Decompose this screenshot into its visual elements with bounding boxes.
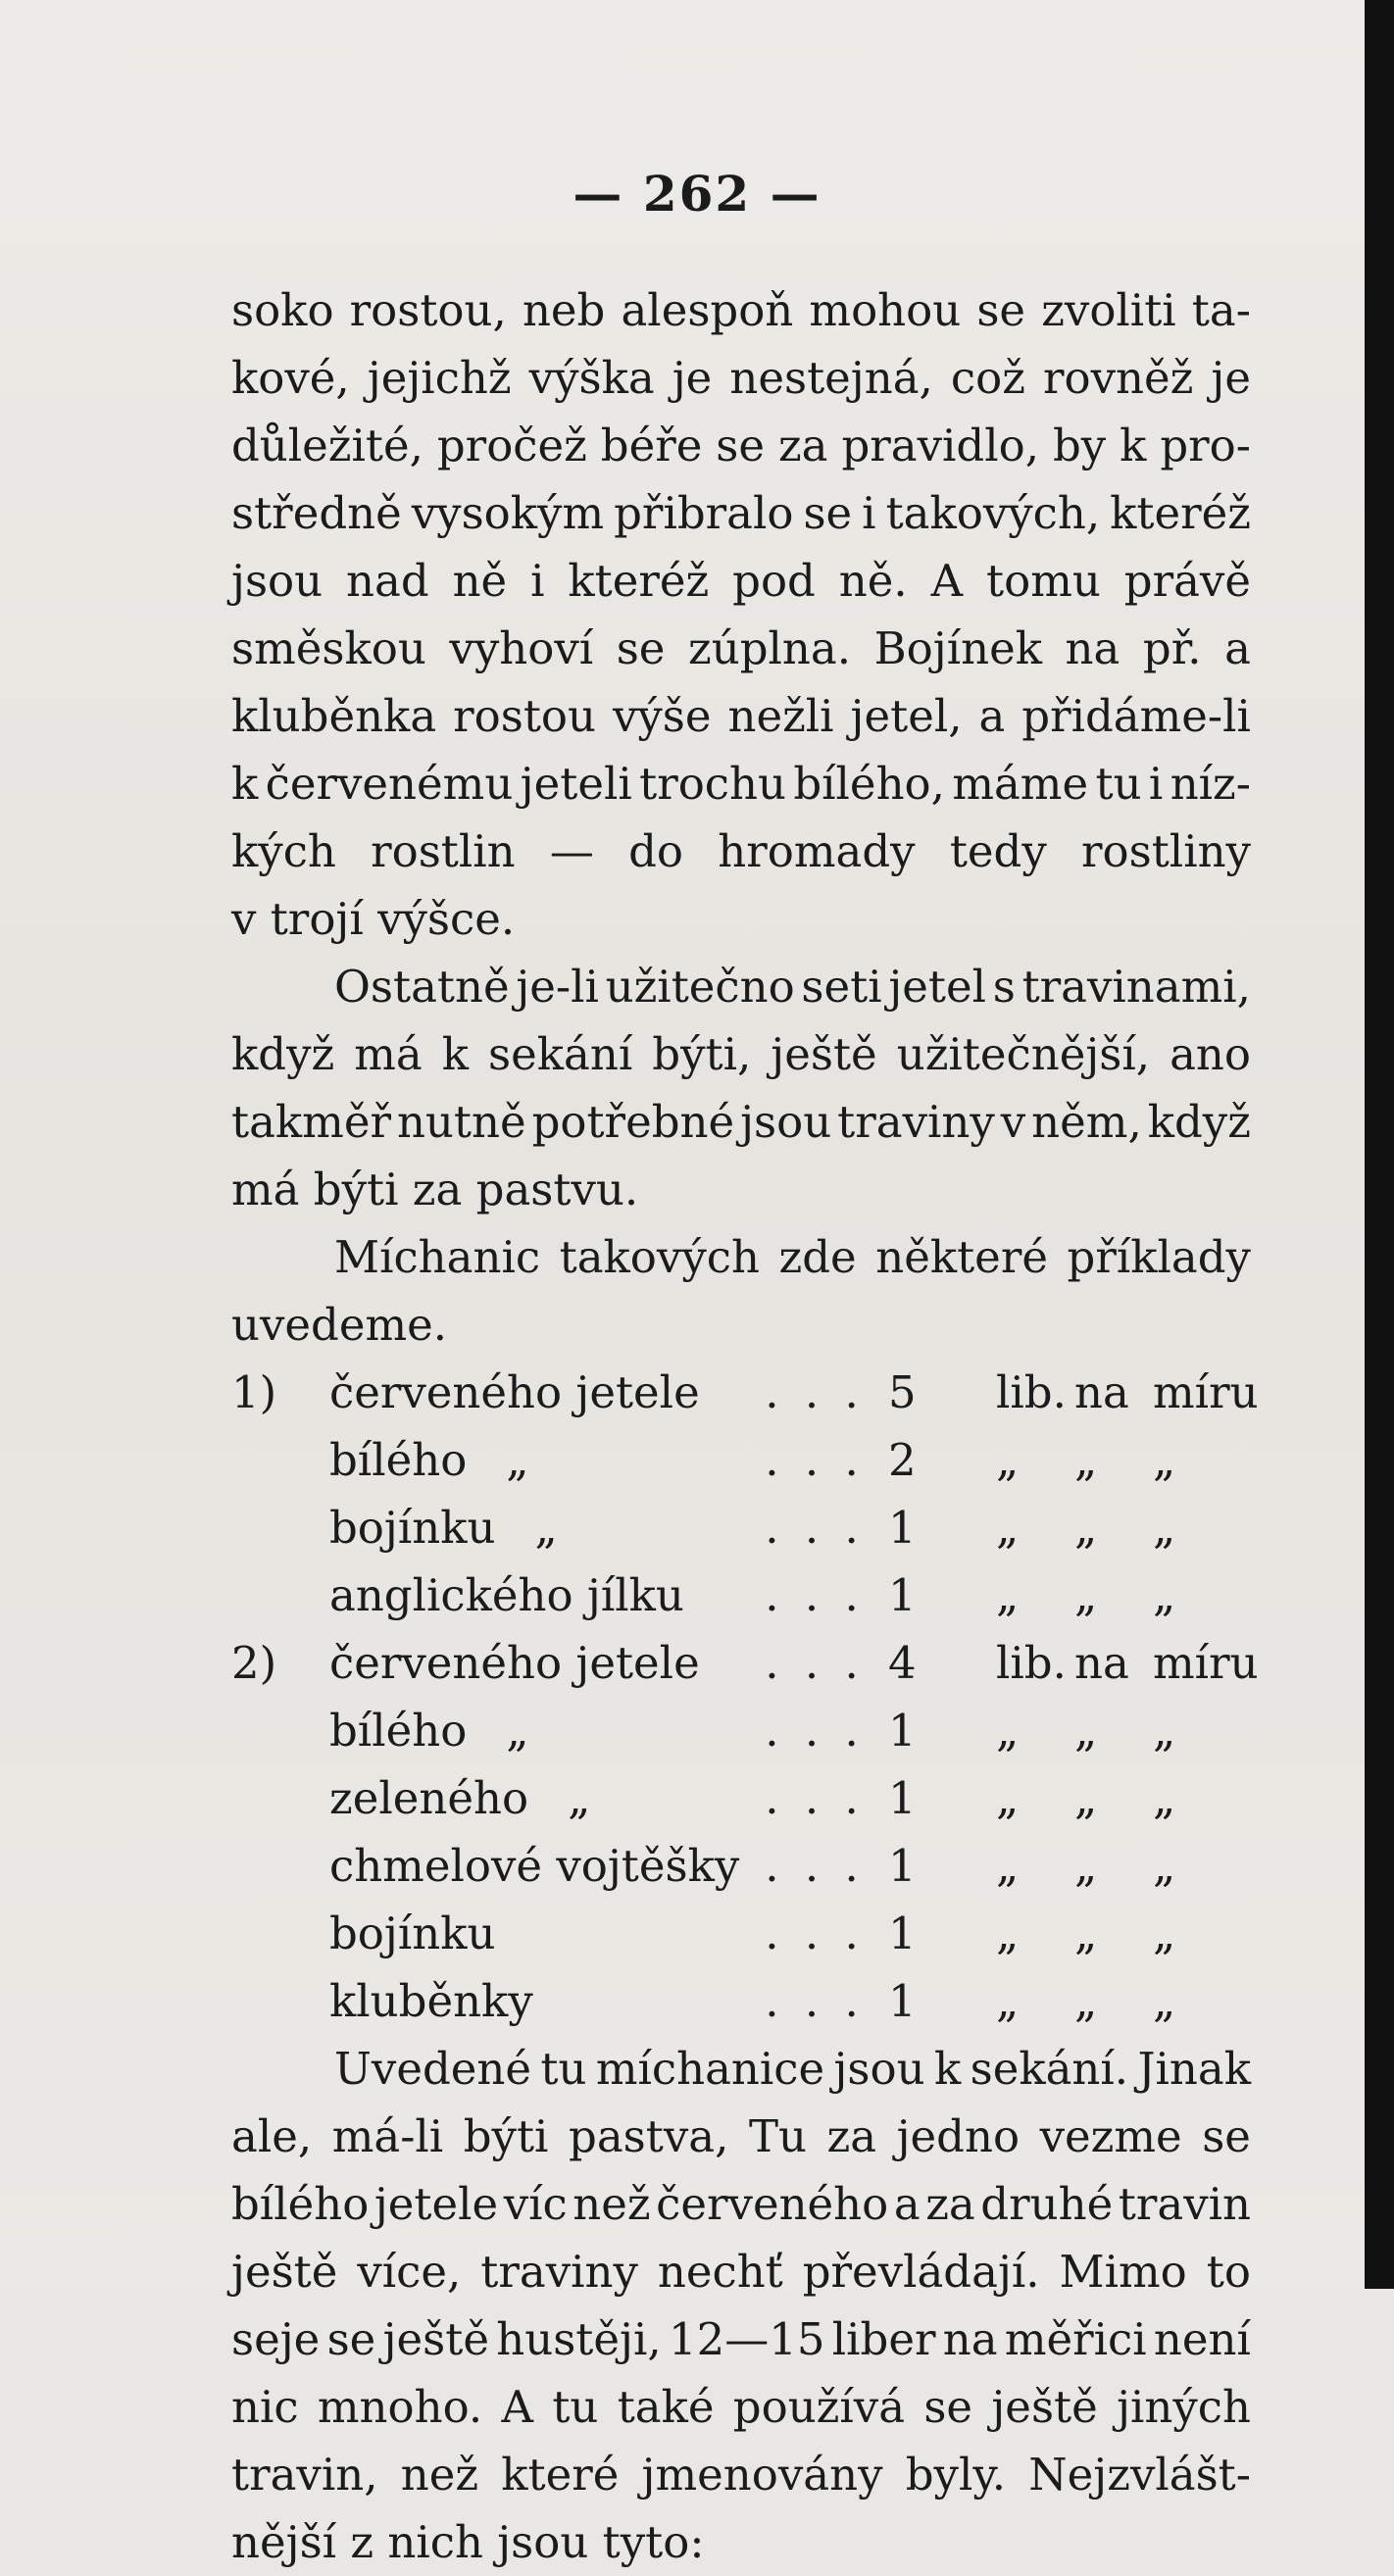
recipe-unit: „ bbox=[1074, 1434, 1098, 1486]
word: býti, bbox=[652, 1028, 752, 1080]
recipe-row bbox=[231, 1967, 1251, 2035]
page-number: — 262 — bbox=[573, 165, 821, 223]
word: nežli bbox=[727, 690, 834, 742]
text-line-last bbox=[231, 1291, 1251, 1359]
text-line bbox=[231, 817, 1251, 885]
recipe-amount: 1 bbox=[888, 1502, 917, 1554]
recipe-unit: „ bbox=[1074, 1705, 1098, 1757]
recipe-ditto: „ bbox=[534, 1502, 558, 1554]
recipe-unit: na bbox=[1074, 1637, 1129, 1689]
word: vysokým bbox=[411, 487, 605, 539]
word: takových bbox=[559, 1231, 760, 1283]
word: bílého bbox=[231, 2178, 370, 2230]
word: ještě bbox=[382, 2313, 489, 2365]
recipe-name bbox=[329, 1764, 741, 1832]
word: rostliny bbox=[1081, 825, 1251, 877]
text-line bbox=[231, 750, 1251, 817]
word: výška bbox=[528, 352, 655, 404]
word: takměř bbox=[231, 1096, 391, 1148]
word: alespoň bbox=[621, 284, 794, 336]
recipe-unit: „ bbox=[996, 1907, 1020, 1959]
word: i bbox=[530, 555, 545, 607]
recipe-unit: „ bbox=[1153, 1569, 1176, 1621]
recipe-unit: „ bbox=[1153, 1840, 1176, 1892]
word: přibralo bbox=[614, 487, 794, 539]
recipe-name-text: chmelové vojtěšky bbox=[329, 1840, 740, 1892]
word: k bbox=[231, 758, 259, 810]
text-line-content: v trojí výšce. bbox=[231, 893, 516, 945]
word: se bbox=[616, 622, 666, 674]
recipe-row bbox=[231, 1629, 1259, 1697]
word: jedno bbox=[896, 2110, 1021, 2162]
recipe-name-text: červeného jetele bbox=[329, 1637, 700, 1689]
recipe-name bbox=[329, 1359, 741, 1426]
recipe-dots: . . . bbox=[765, 1907, 865, 1959]
word: když bbox=[231, 1028, 335, 1080]
recipe-number bbox=[231, 1494, 329, 1561]
word: se bbox=[803, 487, 853, 539]
word: kové, bbox=[231, 352, 350, 404]
recipe-unit: „ bbox=[1074, 1907, 1098, 1959]
recipe-amount: 2 bbox=[888, 1434, 917, 1486]
word: má-li bbox=[331, 2110, 444, 2162]
word: Jinak bbox=[1137, 2043, 1251, 2095]
word: jetel, bbox=[850, 690, 963, 742]
word: Míchanic bbox=[334, 1231, 541, 1283]
recipe-ditto: „ bbox=[506, 1705, 529, 1757]
word: pravidlo, bbox=[841, 420, 1040, 471]
word: se bbox=[716, 420, 766, 471]
word: ano bbox=[1170, 1028, 1251, 1080]
word: tu bbox=[1095, 758, 1142, 810]
word: červenému bbox=[265, 758, 514, 810]
recipe-ditto: „ bbox=[506, 1434, 529, 1486]
text-line bbox=[231, 1088, 1251, 1156]
word: jsou bbox=[231, 555, 324, 607]
word: A bbox=[501, 2381, 534, 2433]
recipe-name-text: bojínku bbox=[329, 1502, 496, 1554]
word: k bbox=[933, 2043, 962, 2095]
text-line bbox=[231, 2305, 1251, 2373]
recipe-amount: 5 bbox=[888, 1366, 917, 1418]
word: užitečno bbox=[605, 961, 795, 1013]
text-line bbox=[231, 615, 1251, 682]
word: nutně bbox=[396, 1096, 526, 1148]
word: druhé bbox=[980, 2178, 1114, 2230]
text-line-content: má býti za pastvu. bbox=[231, 1164, 639, 1215]
word: než bbox=[400, 2449, 479, 2501]
recipe-unit: „ bbox=[996, 1502, 1020, 1554]
recipe-row bbox=[231, 1900, 1251, 1967]
word: mohou bbox=[809, 284, 962, 336]
recipe-name bbox=[329, 1832, 741, 1900]
recipe-unit: „ bbox=[1153, 1434, 1176, 1486]
word: v bbox=[1000, 1096, 1026, 1148]
text-line bbox=[231, 2441, 1251, 2508]
word: mnoho. bbox=[317, 2381, 483, 2433]
word: když bbox=[1147, 1096, 1251, 1148]
word: pro- bbox=[1160, 420, 1251, 471]
text-line bbox=[231, 479, 1251, 547]
word: jsou bbox=[833, 2043, 925, 2095]
recipe-unit: „ bbox=[1074, 1772, 1098, 1824]
word: to bbox=[1206, 2246, 1251, 2298]
word: potřebné bbox=[531, 1096, 735, 1148]
recipe-row bbox=[231, 1832, 1251, 1900]
word: jetele bbox=[373, 2178, 499, 2230]
word: travin bbox=[1118, 2178, 1251, 2230]
word: s bbox=[992, 961, 1016, 1013]
word: traviny bbox=[837, 1096, 995, 1148]
recipe-name-text: bílého bbox=[329, 1705, 468, 1757]
recipe-amount: 1 bbox=[888, 1772, 917, 1824]
word: některé bbox=[875, 1231, 1048, 1283]
recipe-number bbox=[231, 1832, 329, 1900]
word: na bbox=[1065, 622, 1120, 674]
recipe-name bbox=[329, 1561, 741, 1629]
word: rostou bbox=[453, 690, 596, 742]
recipe-dots: . . . bbox=[765, 1840, 865, 1892]
word: zde bbox=[778, 1231, 857, 1283]
word: jmenovány bbox=[641, 2449, 883, 2501]
word: vezme bbox=[1039, 2110, 1182, 2162]
word: což bbox=[950, 352, 1025, 404]
word: nic bbox=[231, 2381, 299, 2433]
text-line-last bbox=[231, 2508, 1251, 2576]
recipe-row bbox=[231, 1426, 1251, 1494]
word: tu bbox=[540, 2043, 587, 2095]
word: jejichž bbox=[367, 352, 512, 404]
recipe-amount: 1 bbox=[888, 1907, 917, 1959]
recipe-unit: „ bbox=[1153, 1772, 1176, 1824]
word: Nejzvlášt- bbox=[1028, 2449, 1251, 2501]
word: vyhoví bbox=[449, 622, 594, 674]
word: zúplna. bbox=[688, 622, 852, 674]
recipe-amount: 1 bbox=[888, 1705, 917, 1757]
word: kých bbox=[231, 825, 336, 877]
recipe-unit: „ bbox=[996, 1434, 1020, 1486]
word: pod bbox=[732, 555, 816, 607]
word: ně bbox=[452, 555, 508, 607]
recipe-dots: . . . bbox=[765, 1975, 865, 2027]
word: se bbox=[923, 2381, 973, 2433]
text-line bbox=[231, 953, 1251, 1020]
recipe-amount: 1 bbox=[888, 1840, 917, 1892]
word: neb bbox=[522, 284, 606, 336]
word: ta- bbox=[1191, 284, 1251, 336]
word: liber bbox=[831, 2313, 936, 2365]
word: kluběnka bbox=[231, 690, 437, 742]
word: seje bbox=[231, 2313, 321, 2365]
word: Tu bbox=[748, 2110, 807, 2162]
recipe-dots: . . . bbox=[765, 1705, 865, 1757]
recipe-unit: lib. bbox=[996, 1637, 1067, 1689]
text-line bbox=[231, 2238, 1251, 2305]
recipe-row bbox=[231, 1697, 1251, 1764]
word: př. bbox=[1142, 622, 1202, 674]
word: ještě bbox=[771, 1028, 877, 1080]
word: jsou bbox=[740, 1096, 832, 1148]
recipe-amount: 4 bbox=[888, 1637, 917, 1689]
word: Uvedené bbox=[334, 2043, 532, 2095]
word: přidáme-li bbox=[1021, 690, 1251, 742]
recipe-dots: . . . bbox=[765, 1772, 865, 1824]
word: sekání. bbox=[970, 2043, 1129, 2095]
word: převládají. bbox=[802, 2246, 1040, 2298]
word: hromady bbox=[718, 825, 916, 877]
recipe-unit: míru bbox=[1153, 1637, 1259, 1689]
recipe-row bbox=[231, 1561, 1251, 1629]
word: Bojínek bbox=[873, 622, 1042, 674]
word: příklady bbox=[1067, 1231, 1251, 1283]
recipe-row bbox=[231, 1494, 1251, 1561]
word: výše bbox=[612, 690, 712, 742]
word: které bbox=[501, 2449, 620, 2501]
word: a bbox=[893, 2178, 921, 2230]
recipe-name bbox=[329, 1426, 741, 1494]
word: za bbox=[826, 2110, 877, 2162]
recipe-name bbox=[329, 1900, 741, 1967]
word: je-li bbox=[516, 961, 599, 1013]
word: a bbox=[1224, 622, 1251, 674]
word: je bbox=[1211, 352, 1251, 404]
word: víc bbox=[503, 2178, 568, 2230]
text-line bbox=[231, 2170, 1251, 2238]
word: než bbox=[573, 2178, 651, 2230]
word: pročež bbox=[436, 420, 587, 471]
word: více, bbox=[357, 2246, 462, 2298]
recipe-unit: „ bbox=[1074, 1975, 1098, 2027]
recipe-row bbox=[231, 1764, 1251, 1832]
recipe-unit: „ bbox=[1074, 1502, 1098, 1554]
word: kteréž bbox=[568, 555, 710, 607]
recipe-unit: lib. bbox=[996, 1366, 1067, 1418]
word: k bbox=[441, 1028, 470, 1080]
recipe-unit: „ bbox=[996, 1840, 1020, 1892]
word: níz- bbox=[1170, 758, 1251, 810]
text-line bbox=[231, 682, 1251, 750]
word: nad bbox=[346, 555, 429, 607]
word: se bbox=[1202, 2110, 1251, 2162]
recipe-unit: míru bbox=[1153, 1366, 1259, 1418]
word: a bbox=[978, 690, 1006, 742]
word: soko bbox=[231, 284, 334, 336]
body-text bbox=[231, 276, 1259, 2576]
word: takových, bbox=[885, 487, 1101, 539]
recipe-unit: „ bbox=[996, 1705, 1020, 1757]
word: by bbox=[1052, 420, 1107, 471]
text-line-content: nější z nich jsou tyto: bbox=[231, 2516, 705, 2568]
recipe-number bbox=[231, 1764, 329, 1832]
text-line bbox=[231, 547, 1251, 615]
word: není bbox=[1153, 2313, 1251, 2365]
word: ještě bbox=[991, 2381, 1098, 2433]
recipe-unit: „ bbox=[1153, 1975, 1176, 2027]
word: travinami, bbox=[1021, 961, 1251, 1013]
word: Mimo bbox=[1059, 2246, 1187, 2298]
recipe-unit: „ bbox=[1074, 1840, 1098, 1892]
recipe-number bbox=[231, 1967, 329, 2035]
text-line-last bbox=[231, 885, 1251, 953]
page-edge-shadow bbox=[1365, 0, 1394, 2289]
recipe-name-text: červeného jetele bbox=[329, 1366, 700, 1418]
text-line-content: uvedeme. bbox=[231, 1299, 448, 1351]
recipe-row bbox=[231, 1359, 1259, 1426]
word: do bbox=[628, 825, 684, 877]
recipe-unit: „ bbox=[1153, 1705, 1176, 1757]
word: něm, bbox=[1031, 1096, 1142, 1148]
recipe-number bbox=[231, 1900, 329, 1967]
word: pastva, bbox=[569, 2110, 729, 2162]
word: ně. bbox=[838, 555, 908, 607]
word: i bbox=[1148, 758, 1164, 810]
word: za bbox=[925, 2178, 975, 2230]
recipe-amount: 1 bbox=[888, 1569, 917, 1621]
recipe-unit: „ bbox=[996, 1772, 1020, 1824]
recipe-number bbox=[231, 1561, 329, 1629]
recipe-dots: . . . bbox=[765, 1637, 865, 1689]
word: seti bbox=[801, 961, 882, 1013]
text-line bbox=[231, 1020, 1251, 1088]
word: za bbox=[777, 420, 828, 471]
recipe-number: 2) bbox=[231, 1637, 277, 1689]
word: jeteli bbox=[520, 758, 632, 810]
recipe-name-text: anglického jílku bbox=[329, 1569, 684, 1621]
word: kteréž bbox=[1110, 487, 1251, 539]
word: tomu bbox=[986, 555, 1101, 607]
word: A bbox=[930, 555, 964, 607]
word: hustěji, bbox=[496, 2313, 662, 2365]
word: zvoliti bbox=[1041, 284, 1176, 336]
recipe-name-text: bojínku bbox=[329, 1907, 496, 1959]
recipe-name bbox=[329, 1629, 741, 1697]
word: i bbox=[862, 487, 876, 539]
word: se bbox=[326, 2313, 376, 2365]
recipe-name-text: bílého bbox=[329, 1434, 468, 1486]
recipe-number bbox=[231, 1697, 329, 1764]
text-line bbox=[231, 2103, 1251, 2170]
recipe-dots: . . . bbox=[765, 1366, 865, 1418]
word: je bbox=[672, 352, 713, 404]
recipe-dots: . . . bbox=[765, 1502, 865, 1554]
word: užitečnější, bbox=[896, 1028, 1151, 1080]
recipe-name bbox=[329, 1967, 741, 2035]
word: 12—15 bbox=[668, 2313, 825, 2365]
recipe-amount: 1 bbox=[888, 1975, 917, 2027]
recipe-unit: „ bbox=[1074, 1569, 1098, 1621]
word: byly. bbox=[905, 2449, 1007, 2501]
word: béře bbox=[600, 420, 703, 471]
word: má bbox=[354, 1028, 423, 1080]
word: sekání bbox=[488, 1028, 633, 1080]
word: právě bbox=[1123, 555, 1251, 607]
recipe-dots: . . . bbox=[765, 1434, 865, 1486]
word: rostlin bbox=[371, 825, 516, 877]
word: k bbox=[1120, 420, 1147, 471]
text-line-last bbox=[231, 1156, 1251, 1223]
text-line bbox=[231, 2373, 1251, 2441]
word: jetel bbox=[888, 961, 987, 1013]
word: důležité, bbox=[231, 420, 423, 471]
word: měřici bbox=[1004, 2313, 1147, 2365]
word: travin, bbox=[231, 2449, 378, 2501]
text-line bbox=[231, 1223, 1251, 1291]
word: rostou, bbox=[349, 284, 507, 336]
recipe-name bbox=[329, 1697, 741, 1764]
word: býti bbox=[463, 2110, 549, 2162]
word: Ostatně bbox=[334, 961, 510, 1013]
recipe-name-text: zeleného bbox=[329, 1772, 529, 1824]
word: trochu bbox=[639, 758, 786, 810]
recipe-name-text: kluběnky bbox=[329, 1975, 533, 2027]
recipe-dots: . . . bbox=[765, 1569, 865, 1621]
recipe-number bbox=[231, 1426, 329, 1494]
word: rovněž bbox=[1042, 352, 1194, 404]
word: bílého, bbox=[793, 758, 945, 810]
text-line bbox=[231, 276, 1251, 344]
recipe-unit: „ bbox=[1153, 1907, 1176, 1959]
word: nechť bbox=[657, 2246, 783, 2298]
word: míchanice bbox=[595, 2043, 825, 2095]
word: tu bbox=[552, 2381, 599, 2433]
recipe-unit: na bbox=[1074, 1366, 1129, 1418]
word: traviny bbox=[480, 2246, 638, 2298]
word: používá bbox=[732, 2381, 906, 2433]
word: na bbox=[942, 2313, 998, 2365]
recipe-unit: „ bbox=[996, 1975, 1020, 2027]
text-line bbox=[231, 344, 1251, 412]
word: máme bbox=[952, 758, 1089, 810]
recipe-unit: „ bbox=[996, 1569, 1020, 1621]
word: — bbox=[549, 825, 594, 877]
text-line bbox=[231, 412, 1251, 479]
recipe-unit: „ bbox=[1153, 1502, 1176, 1554]
word: tedy bbox=[949, 825, 1047, 877]
word: jiných bbox=[1117, 2381, 1251, 2433]
text-line bbox=[231, 2035, 1251, 2103]
word: ale, bbox=[231, 2110, 313, 2162]
word: středně bbox=[231, 487, 402, 539]
word: červeného bbox=[656, 2178, 889, 2230]
word: se bbox=[976, 284, 1026, 336]
recipe-ditto: „ bbox=[568, 1772, 591, 1824]
recipe-name bbox=[329, 1494, 741, 1561]
word: směskou bbox=[231, 622, 426, 674]
recipe-number: 1) bbox=[231, 1366, 277, 1418]
word: nestejná, bbox=[729, 352, 933, 404]
word: také bbox=[617, 2381, 715, 2433]
word: ještě bbox=[231, 2246, 338, 2298]
